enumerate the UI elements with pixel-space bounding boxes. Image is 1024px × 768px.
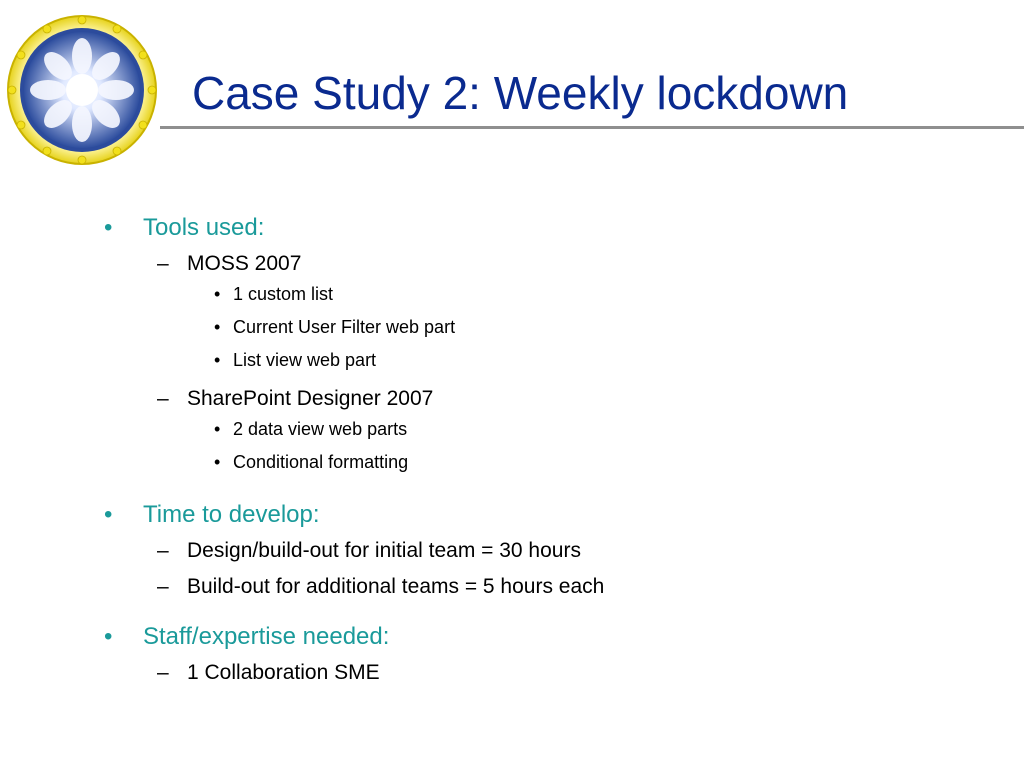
section-item: SharePoint Designer 2007 <box>187 387 434 410</box>
section-subitem-marker: • <box>214 284 221 304</box>
section-item: Build-out for additional teams = 5 hours each <box>187 575 605 598</box>
section-heading: Tools used: <box>143 214 265 241</box>
section-subitem: Conditional formatting <box>233 452 409 472</box>
section-item-marker: – <box>157 539 169 562</box>
section-subitem: List view web part <box>233 350 377 370</box>
section-item-marker: – <box>157 252 169 275</box>
section-heading: Staff/expertise needed: <box>143 623 390 650</box>
section-item-marker: – <box>157 661 169 684</box>
slide-title: Case Study 2: Weekly lockdown <box>192 67 849 119</box>
section-item: MOSS 2007 <box>187 252 302 275</box>
section-item-marker: – <box>157 387 169 410</box>
section-heading: Time to develop: <box>143 501 320 528</box>
section-heading-marker: • <box>104 214 113 241</box>
section-item: 1 Collaboration SME <box>187 661 380 684</box>
section-item: Design/build-out for initial team = 30 hours <box>187 539 581 562</box>
section-subitem-marker: • <box>214 350 221 370</box>
section-item-marker: – <box>157 575 169 598</box>
section-subitem: 2 data view web parts <box>233 419 408 439</box>
section-subitem-marker: • <box>214 419 221 439</box>
section-heading-marker: • <box>104 501 113 528</box>
section-subitem: 1 custom list <box>233 284 334 304</box>
section-subitem-marker: • <box>214 317 221 337</box>
section-heading-marker: • <box>104 623 113 650</box>
section-subitem-marker: • <box>214 452 221 472</box>
section-subitem: Current User Filter web part <box>233 317 456 337</box>
